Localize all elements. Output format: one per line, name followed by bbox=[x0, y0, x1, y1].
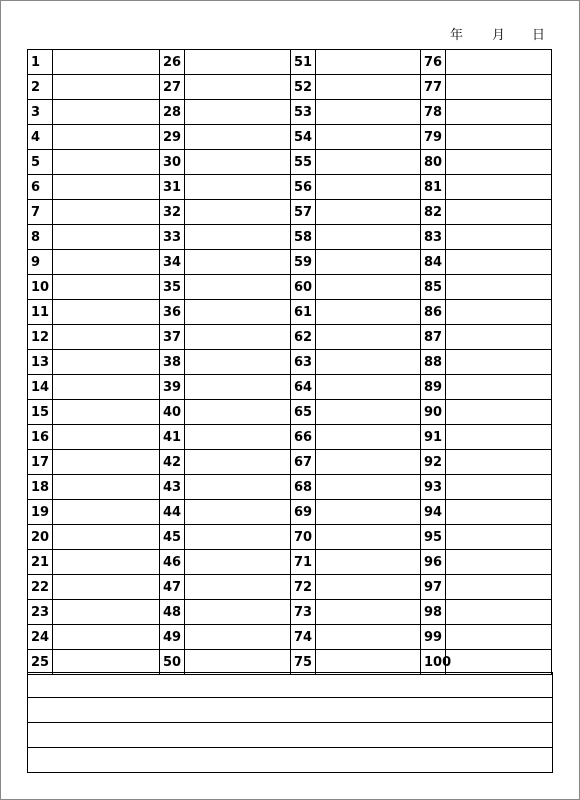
notes-row bbox=[28, 673, 553, 698]
notes-row bbox=[28, 698, 553, 723]
item-number: 86 bbox=[421, 300, 446, 325]
answer-cell[interactable] bbox=[316, 600, 421, 625]
answer-cell[interactable] bbox=[446, 500, 552, 525]
table-row bbox=[28, 200, 552, 225]
item-number: 76 bbox=[421, 50, 446, 75]
item-number: 52 bbox=[291, 75, 316, 100]
item-number: 91 bbox=[421, 425, 446, 450]
answer-cell[interactable] bbox=[53, 325, 160, 350]
item-number: 9 bbox=[28, 250, 53, 275]
answer-cell[interactable] bbox=[316, 50, 421, 75]
item-number: 5 bbox=[28, 150, 53, 175]
item-number: 98 bbox=[421, 600, 446, 625]
item-number: 75 bbox=[291, 650, 316, 675]
answer-cell[interactable] bbox=[446, 425, 552, 450]
answer-cell[interactable] bbox=[53, 400, 160, 425]
answer-cell[interactable] bbox=[446, 250, 552, 275]
item-number: 23 bbox=[28, 600, 53, 625]
answer-cell[interactable] bbox=[316, 100, 421, 125]
answer-cell[interactable] bbox=[446, 475, 552, 500]
answer-cell[interactable] bbox=[185, 150, 291, 175]
item-number: 95 bbox=[421, 525, 446, 550]
table-row bbox=[28, 375, 552, 400]
item-number: 74 bbox=[291, 625, 316, 650]
item-number: 38 bbox=[160, 350, 185, 375]
answer-cell[interactable] bbox=[316, 625, 421, 650]
answer-cell[interactable] bbox=[316, 125, 421, 150]
item-number: 68 bbox=[291, 475, 316, 500]
answer-cell[interactable] bbox=[53, 525, 160, 550]
item-number: 27 bbox=[160, 75, 185, 100]
answer-cell[interactable] bbox=[185, 325, 291, 350]
answer-cell[interactable] bbox=[446, 375, 552, 400]
year-label: 年 bbox=[450, 28, 464, 43]
item-number: 3 bbox=[28, 100, 53, 125]
item-number: 99 bbox=[421, 625, 446, 650]
answer-cell[interactable] bbox=[316, 150, 421, 175]
item-number: 82 bbox=[421, 200, 446, 225]
item-number: 58 bbox=[291, 225, 316, 250]
answer-cell[interactable] bbox=[446, 550, 552, 575]
answer-cell[interactable] bbox=[185, 600, 291, 625]
answer-cell[interactable] bbox=[53, 75, 160, 100]
table-row bbox=[28, 650, 552, 675]
answer-cell[interactable] bbox=[316, 400, 421, 425]
answer-cell[interactable] bbox=[316, 275, 421, 300]
item-number: 64 bbox=[291, 375, 316, 400]
table-row bbox=[28, 325, 552, 350]
item-number: 51 bbox=[291, 50, 316, 75]
item-number: 46 bbox=[160, 550, 185, 575]
answer-cell[interactable] bbox=[53, 275, 160, 300]
item-number: 19 bbox=[28, 500, 53, 525]
answer-cell[interactable] bbox=[446, 525, 552, 550]
notes-cell[interactable] bbox=[28, 723, 553, 748]
table-row bbox=[28, 450, 552, 475]
answer-cell[interactable] bbox=[53, 225, 160, 250]
item-number: 28 bbox=[160, 100, 185, 125]
item-number: 20 bbox=[28, 525, 53, 550]
answer-cell[interactable] bbox=[53, 425, 160, 450]
answer-cell[interactable] bbox=[53, 50, 160, 75]
answer-cell[interactable] bbox=[316, 575, 421, 600]
table-row bbox=[28, 75, 552, 100]
notes-cell[interactable] bbox=[28, 673, 553, 698]
answer-cell[interactable] bbox=[185, 350, 291, 375]
item-number: 97 bbox=[421, 575, 446, 600]
item-number: 93 bbox=[421, 475, 446, 500]
item-number: 80 bbox=[421, 150, 446, 175]
item-number: 41 bbox=[160, 425, 185, 450]
answer-cell[interactable] bbox=[53, 100, 160, 125]
answer-cell[interactable] bbox=[446, 400, 552, 425]
answer-cell[interactable] bbox=[185, 125, 291, 150]
item-number: 87 bbox=[421, 325, 446, 350]
answer-cell[interactable] bbox=[185, 225, 291, 250]
answer-cell[interactable] bbox=[53, 125, 160, 150]
answer-cell[interactable] bbox=[53, 375, 160, 400]
answer-cell[interactable] bbox=[446, 600, 552, 625]
answer-cell[interactable] bbox=[446, 225, 552, 250]
answer-cell[interactable] bbox=[316, 525, 421, 550]
notes-cell[interactable] bbox=[28, 748, 553, 773]
answer-cell[interactable] bbox=[53, 300, 160, 325]
table-row bbox=[28, 100, 552, 125]
answer-cell[interactable] bbox=[185, 375, 291, 400]
answer-cell[interactable] bbox=[53, 550, 160, 575]
item-number: 63 bbox=[291, 350, 316, 375]
answer-cell[interactable] bbox=[316, 225, 421, 250]
answer-cell[interactable] bbox=[53, 475, 160, 500]
answer-cell[interactable] bbox=[185, 400, 291, 425]
item-number: 24 bbox=[28, 625, 53, 650]
item-number: 79 bbox=[421, 125, 446, 150]
answer-cell[interactable] bbox=[316, 650, 421, 675]
item-number: 14 bbox=[28, 375, 53, 400]
answer-cell[interactable] bbox=[316, 75, 421, 100]
answer-cell[interactable] bbox=[316, 550, 421, 575]
item-number: 25 bbox=[28, 650, 53, 675]
answer-cell[interactable] bbox=[185, 550, 291, 575]
table-row bbox=[28, 625, 552, 650]
table-row bbox=[28, 425, 552, 450]
table-row bbox=[28, 550, 552, 575]
item-number: 32 bbox=[160, 200, 185, 225]
item-number: 39 bbox=[160, 375, 185, 400]
answer-cell[interactable] bbox=[316, 300, 421, 325]
item-number: 4 bbox=[28, 125, 53, 150]
month-label: 月 bbox=[492, 28, 506, 43]
item-number: 30 bbox=[160, 150, 185, 175]
table-row bbox=[28, 475, 552, 500]
answer-cell[interactable] bbox=[446, 650, 552, 675]
answer-cell[interactable] bbox=[316, 450, 421, 475]
table-row bbox=[28, 500, 552, 525]
answer-cell[interactable] bbox=[446, 275, 552, 300]
table-row bbox=[28, 175, 552, 200]
date-line bbox=[440, 24, 560, 44]
answer-cell[interactable] bbox=[185, 50, 291, 75]
table-row bbox=[28, 275, 552, 300]
answer-cell[interactable] bbox=[446, 50, 552, 75]
item-number: 67 bbox=[291, 450, 316, 475]
answer-cell[interactable] bbox=[446, 625, 552, 650]
answer-cell[interactable] bbox=[316, 350, 421, 375]
answer-cell[interactable] bbox=[316, 325, 421, 350]
table-row bbox=[28, 50, 552, 75]
answer-cell[interactable] bbox=[53, 650, 160, 675]
item-number: 62 bbox=[291, 325, 316, 350]
item-number: 94 bbox=[421, 500, 446, 525]
item-number: 26 bbox=[160, 50, 185, 75]
item-number: 92 bbox=[421, 450, 446, 475]
answer-cell[interactable] bbox=[446, 300, 552, 325]
item-number: 31 bbox=[160, 175, 185, 200]
answer-cell[interactable] bbox=[53, 350, 160, 375]
table-row bbox=[28, 300, 552, 325]
answer-cell[interactable] bbox=[316, 175, 421, 200]
answer-cell[interactable] bbox=[185, 200, 291, 225]
answer-cell[interactable] bbox=[446, 175, 552, 200]
item-number: 35 bbox=[160, 275, 185, 300]
item-number: 17 bbox=[28, 450, 53, 475]
table-row bbox=[28, 400, 552, 425]
answer-cell[interactable] bbox=[53, 200, 160, 225]
item-number: 83 bbox=[421, 225, 446, 250]
item-number: 65 bbox=[291, 400, 316, 425]
item-number: 66 bbox=[291, 425, 316, 450]
answer-cell[interactable] bbox=[53, 625, 160, 650]
answer-cell[interactable] bbox=[316, 500, 421, 525]
item-number: 13 bbox=[28, 350, 53, 375]
answer-cell[interactable] bbox=[185, 575, 291, 600]
item-number: 22 bbox=[28, 575, 53, 600]
answer-cell[interactable] bbox=[446, 450, 552, 475]
notes-area bbox=[27, 672, 553, 773]
item-number: 11 bbox=[28, 300, 53, 325]
item-number: 77 bbox=[421, 75, 446, 100]
item-number: 59 bbox=[291, 250, 316, 275]
answer-cell[interactable] bbox=[185, 475, 291, 500]
day-label: 日 bbox=[532, 28, 546, 43]
answer-cell[interactable] bbox=[185, 650, 291, 675]
table-row bbox=[28, 225, 552, 250]
answer-cell[interactable] bbox=[185, 525, 291, 550]
table-row bbox=[28, 600, 552, 625]
item-number: 78 bbox=[421, 100, 446, 125]
answer-cell[interactable] bbox=[316, 475, 421, 500]
answer-cell[interactable] bbox=[446, 150, 552, 175]
item-number: 43 bbox=[160, 475, 185, 500]
item-number: 60 bbox=[291, 275, 316, 300]
answer-grid bbox=[27, 49, 552, 675]
item-number: 8 bbox=[28, 225, 53, 250]
item-number: 47 bbox=[160, 575, 185, 600]
item-number: 42 bbox=[160, 450, 185, 475]
answer-cell[interactable] bbox=[185, 300, 291, 325]
answer-cell[interactable] bbox=[446, 200, 552, 225]
item-number: 44 bbox=[160, 500, 185, 525]
answer-cell[interactable] bbox=[53, 575, 160, 600]
answer-cell[interactable] bbox=[446, 75, 552, 100]
item-number: 2 bbox=[28, 75, 53, 100]
answer-cell[interactable] bbox=[185, 275, 291, 300]
item-number: 45 bbox=[160, 525, 185, 550]
answer-cell[interactable] bbox=[185, 75, 291, 100]
item-number: 55 bbox=[291, 150, 316, 175]
item-number: 100 bbox=[421, 650, 446, 675]
answer-cell[interactable] bbox=[446, 350, 552, 375]
answer-cell[interactable] bbox=[53, 500, 160, 525]
item-number: 49 bbox=[160, 625, 185, 650]
answer-cell[interactable] bbox=[446, 575, 552, 600]
item-number: 16 bbox=[28, 425, 53, 450]
item-number: 12 bbox=[28, 325, 53, 350]
item-number: 48 bbox=[160, 600, 185, 625]
answer-cell[interactable] bbox=[316, 375, 421, 400]
item-number: 90 bbox=[421, 400, 446, 425]
answer-cell[interactable] bbox=[316, 200, 421, 225]
item-number: 6 bbox=[28, 175, 53, 200]
item-number: 7 bbox=[28, 200, 53, 225]
item-number: 21 bbox=[28, 550, 53, 575]
answer-cell[interactable] bbox=[185, 450, 291, 475]
item-number: 84 bbox=[421, 250, 446, 275]
item-number: 69 bbox=[291, 500, 316, 525]
item-number: 40 bbox=[160, 400, 185, 425]
answer-cell[interactable] bbox=[53, 600, 160, 625]
notes-cell[interactable] bbox=[28, 698, 553, 723]
table-row bbox=[28, 125, 552, 150]
answer-cell[interactable] bbox=[446, 100, 552, 125]
answer-cell[interactable] bbox=[446, 125, 552, 150]
item-number: 50 bbox=[160, 650, 185, 675]
answer-cell[interactable] bbox=[316, 425, 421, 450]
answer-cell[interactable] bbox=[185, 425, 291, 450]
item-number: 72 bbox=[291, 575, 316, 600]
answer-cell[interactable] bbox=[316, 250, 421, 275]
answer-cell[interactable] bbox=[185, 500, 291, 525]
item-number: 53 bbox=[291, 100, 316, 125]
item-number: 61 bbox=[291, 300, 316, 325]
answer-cell[interactable] bbox=[185, 100, 291, 125]
table-row bbox=[28, 525, 552, 550]
table-row bbox=[28, 350, 552, 375]
answer-cell[interactable] bbox=[185, 625, 291, 650]
answer-cell[interactable] bbox=[185, 250, 291, 275]
item-number: 57 bbox=[291, 200, 316, 225]
item-number: 85 bbox=[421, 275, 446, 300]
item-number: 1 bbox=[28, 50, 53, 75]
item-number: 96 bbox=[421, 550, 446, 575]
answer-cell[interactable] bbox=[53, 450, 160, 475]
item-number: 37 bbox=[160, 325, 185, 350]
table-row bbox=[28, 575, 552, 600]
item-number: 10 bbox=[28, 275, 53, 300]
notes-row bbox=[28, 723, 553, 748]
item-number: 34 bbox=[160, 250, 185, 275]
answer-cell[interactable] bbox=[446, 325, 552, 350]
table-row bbox=[28, 150, 552, 175]
item-number: 81 bbox=[421, 175, 446, 200]
item-number: 89 bbox=[421, 375, 446, 400]
item-number: 73 bbox=[291, 600, 316, 625]
item-number: 33 bbox=[160, 225, 185, 250]
item-number: 18 bbox=[28, 475, 53, 500]
item-number: 15 bbox=[28, 400, 53, 425]
answer-cell[interactable] bbox=[53, 175, 160, 200]
answer-cell[interactable] bbox=[53, 150, 160, 175]
table-row bbox=[28, 250, 552, 275]
item-number: 36 bbox=[160, 300, 185, 325]
item-number: 71 bbox=[291, 550, 316, 575]
item-number: 88 bbox=[421, 350, 446, 375]
item-number: 54 bbox=[291, 125, 316, 150]
item-number: 29 bbox=[160, 125, 185, 150]
item-number: 70 bbox=[291, 525, 316, 550]
notes-row bbox=[28, 748, 553, 773]
answer-cell[interactable] bbox=[185, 175, 291, 200]
item-number: 56 bbox=[291, 175, 316, 200]
answer-cell[interactable] bbox=[53, 250, 160, 275]
